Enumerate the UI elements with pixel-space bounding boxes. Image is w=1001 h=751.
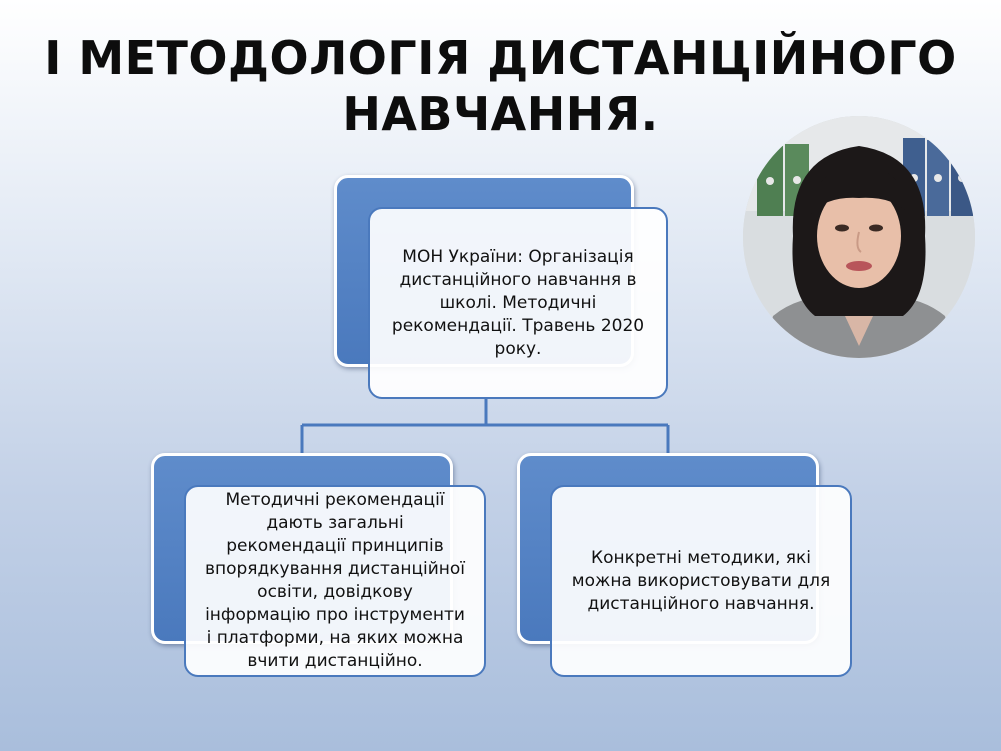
slide-title-line-1: І МЕТОДОЛОГІЯ ДИСТАНЦІЙНОГО [44,31,957,85]
right-node-text: Конкретні методики, які можна використовувати для дистанційного навчання. [571,547,831,614]
top-node-text: МОН України: Організація дистанційного навчання в школі. Методичні рекомендації. Травень 2020 року. [391,246,645,359]
woman-portrait-icon [743,116,975,358]
left-node-text: Методичні рекомендації дають загальні рекомендації принципів впорядкування дистанційної освіти, довідкову інформацію про інструменти і платформи, на яких можна вчити дистанційно. [204,490,466,671]
portrait-illustration [743,116,975,358]
top-node [368,207,668,399]
right-node [550,485,852,677]
slide-title-line-2: НАВЧАННЯ. [342,87,659,141]
left-node [184,485,486,677]
